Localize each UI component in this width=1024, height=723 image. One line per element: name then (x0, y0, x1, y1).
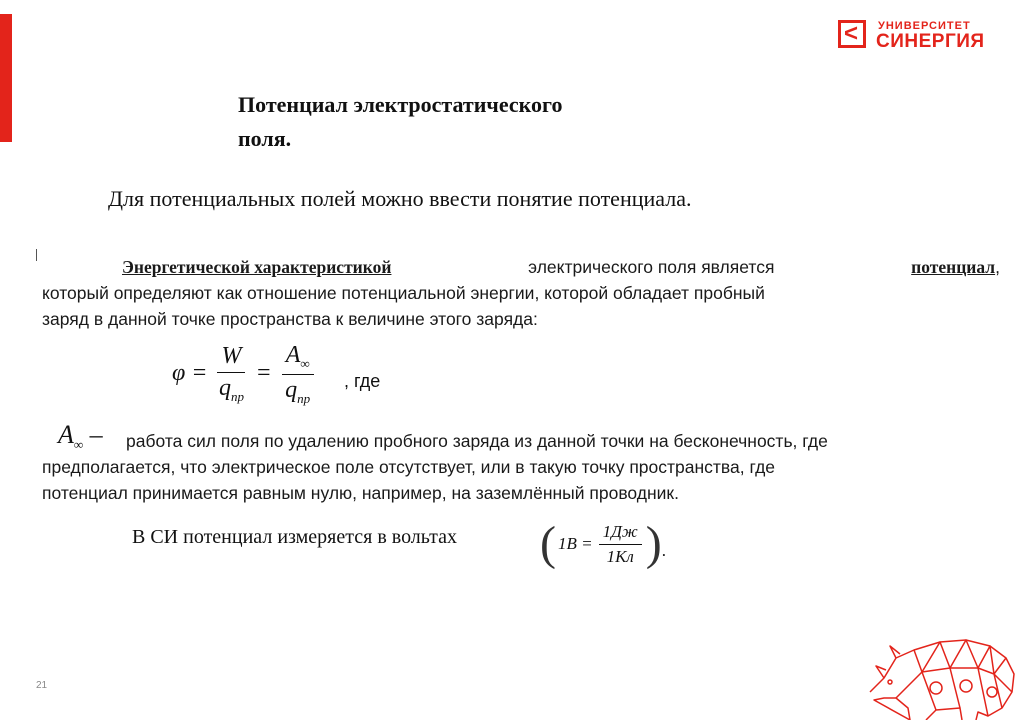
logo-top-text: УНИВЕРСИТЕТ (878, 20, 971, 32)
marker-tick (36, 249, 37, 261)
fraction-denominator-sub: пр (230, 389, 244, 405)
definition-line-2-text: который определяют как отношение потенциальной энергии, которой обладает пробный (42, 283, 765, 303)
fraction-w-over-q (217, 343, 245, 405)
fraction-a-over-q (282, 342, 314, 407)
fraction-denominator-q2: q (285, 376, 298, 403)
volt-fraction (599, 522, 642, 567)
definition-line-1 (42, 254, 1000, 280)
fraction-numerator-sub: ∞ (300, 355, 310, 371)
explanation-line-2-text: предполагается, что электрическое поле отсутствует, или в такую точку пространства, где (42, 457, 776, 477)
page-number: 21 (36, 680, 48, 691)
logo-bottom-text: СИНЕРГИЯ (876, 31, 985, 52)
rhino-mascot-icon (866, 628, 1018, 720)
definition-paragraph (42, 254, 1000, 332)
university-logo (838, 20, 998, 54)
definition-line-3: заряд в данной точке пространства к величине этого заряда: (42, 309, 538, 329)
logo-mark-icon: < (838, 20, 866, 48)
term-potential: потенциал (911, 257, 996, 277)
definition-mid: электрического поля является (528, 257, 775, 277)
work-symbol-sub: ∞ (73, 437, 84, 453)
si-units-text: В СИ потенциал измеряется в вольтах (132, 526, 457, 548)
formula-phi: φ = (172, 359, 208, 386)
slide-title (238, 88, 698, 156)
title-line-2: поля. (238, 126, 292, 151)
volt-denominator: 1Кл (606, 546, 634, 566)
definition-line-2 (42, 280, 1000, 306)
fraction-numerator-a: A (285, 342, 301, 368)
fraction-numerator-w: W (217, 343, 245, 373)
volt-lhs: 1В = (557, 534, 593, 553)
left-paren: ( (540, 517, 556, 570)
formula-equals: = (255, 359, 272, 386)
term-energy-characteristic: Энергетической характеристикой (122, 257, 392, 277)
volt-numerator: 1Дж (599, 522, 642, 545)
formula-where: , где (344, 371, 381, 391)
explanation-line-2 (42, 454, 1008, 480)
explanation-line-3: потенциал принимается равным нулю, например, на заземлённый проводник. (42, 483, 679, 503)
title-line-1: Потенциал электростатического (238, 92, 563, 117)
work-symbol-a: A (58, 420, 74, 449)
volt-period: . (661, 541, 666, 560)
term-comma: , (995, 257, 1000, 277)
fraction-denominator-q: q (218, 375, 231, 402)
fraction-denominator-sub2: пр (297, 390, 311, 406)
explanation-line-1: работа сил поля по удалению пробного заряда из данной точки на бесконечность, где (126, 431, 828, 451)
accent-bar (0, 14, 12, 142)
right-paren: ) (645, 517, 662, 570)
potential-formula (172, 342, 318, 422)
work-symbol-dash: – (89, 420, 103, 449)
volt-definition (540, 517, 666, 570)
explanation-paragraph (42, 428, 1008, 506)
intro-text: Для потенциальных полей можно ввести понятие потенциала. (108, 186, 692, 211)
